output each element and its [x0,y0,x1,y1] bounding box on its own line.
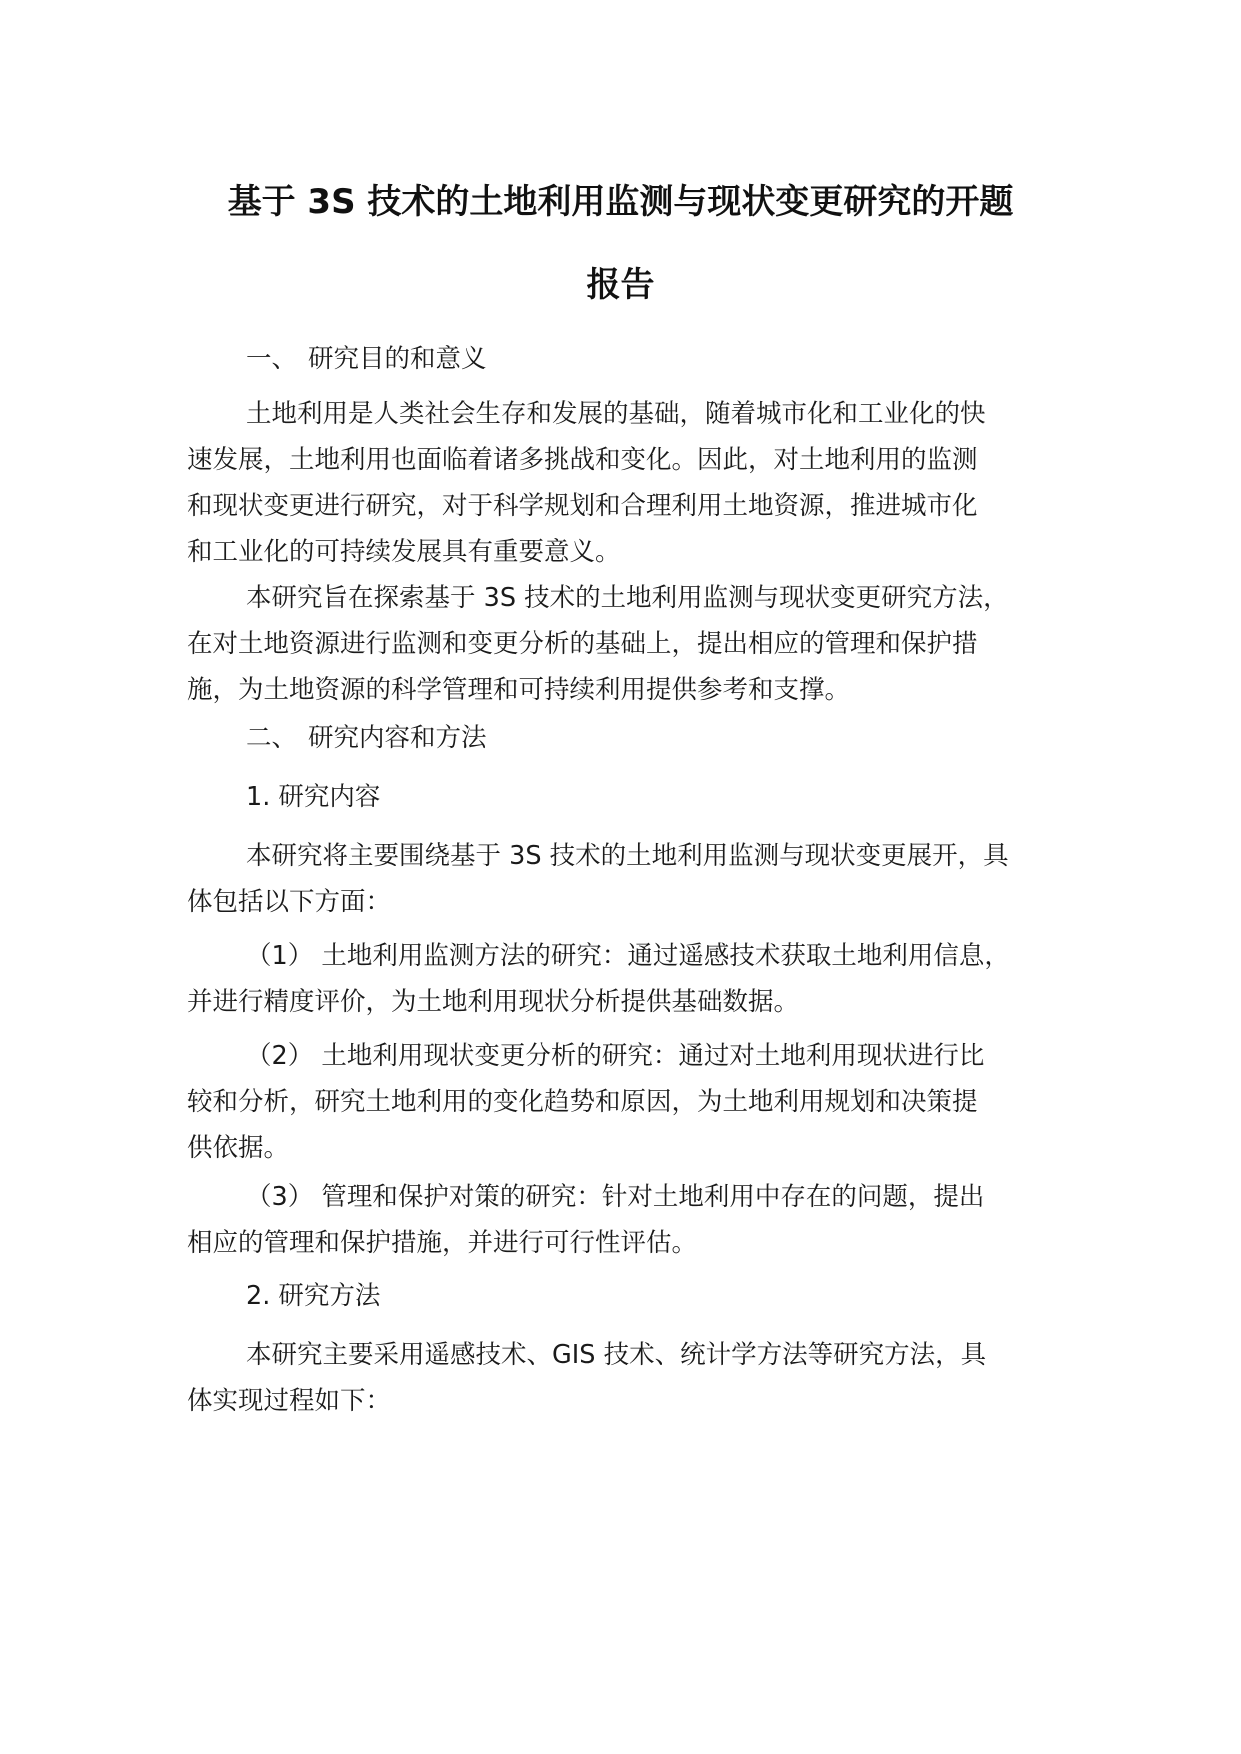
section-1-title: 研究目的和意义 [308,344,487,374]
paragraph-line: 和现状变更进行研究，对于科学规划和合理利用土地资源，推进城市化 [187,491,978,521]
paragraph-line: 速发展，土地利用也面临着诸多挑战和变化。因此，对土地利用的监测 [187,445,978,475]
paragraph-line: 较和分析，研究土地利用的变化趋势和原因，为土地利用规划和决策提 [187,1087,978,1117]
content-item-2 [187,1033,1087,1171]
paragraph-line: （2） 土地利用现状变更分析的研究：通过对土地利用现状进行比 [246,1041,985,1071]
paragraph-line: 本研究旨在探索基于 3S 技术的土地利用监测与现状变更研究方法， [246,583,1009,613]
section-1-paragraph-1 [187,391,1087,575]
paragraph-line: 体包括以下方面： [187,887,392,917]
document-title-line-1: 基于 3S 技术的土地利用监测与现状变更研究的开题 [227,182,1014,222]
paragraph-line: 本研究主要采用遥感技术、GIS 技术、统计学方法等研究方法，具 [246,1340,987,1370]
content-item-1 [187,933,1087,1025]
document-title-line-2: 报告 [586,265,655,305]
section-2-number: 二、 [246,723,298,753]
section-1-heading [246,336,1086,382]
paragraph-line: （1） 土地利用监测方法的研究：通过遥感技术获取土地利用信息， [246,941,1010,971]
paragraph-line: 并进行精度评价，为土地利用现状分析提供基础数据。 [187,987,800,1017]
paragraph-line: （3） 管理和保护对策的研究：针对土地利用中存在的问题，提出 [246,1182,985,1212]
methods-paragraph [187,1332,1087,1424]
paragraph-line: 体实现过程如下： [187,1386,392,1416]
paragraph-line: 和工业化的可持续发展具有重要意义。 [187,537,621,567]
section-2-intro [187,833,1087,925]
paragraph-line: 在对土地资源进行监测和变更分析的基础上，提出相应的管理和保护措 [187,629,978,659]
paragraph-line: 供依据。 [187,1133,290,1163]
paragraph-line: 相应的管理和保护措施，并进行可行性评估。 [187,1228,698,1258]
section-2-title: 研究内容和方法 [308,723,487,753]
section-1-paragraph-2 [187,575,1087,713]
content-item-3 [187,1174,1087,1266]
section-2-heading [246,715,1086,761]
section-1-number: 一、 [246,344,298,374]
paragraph-line: 本研究将主要围绕基于 3S 技术的土地利用监测与现状变更展开，具 [246,841,1009,871]
subsection-2-heading: 2. 研究方法 [246,1281,381,1311]
paragraph-line: 施，为土地资源的科学管理和可持续利用提供参考和支撑。 [187,675,851,705]
subsection-1-heading: 1. 研究内容 [246,782,381,812]
paragraph-line: 土地利用是人类社会生存和发展的基础，随着城市化和工业化的快 [246,399,986,429]
